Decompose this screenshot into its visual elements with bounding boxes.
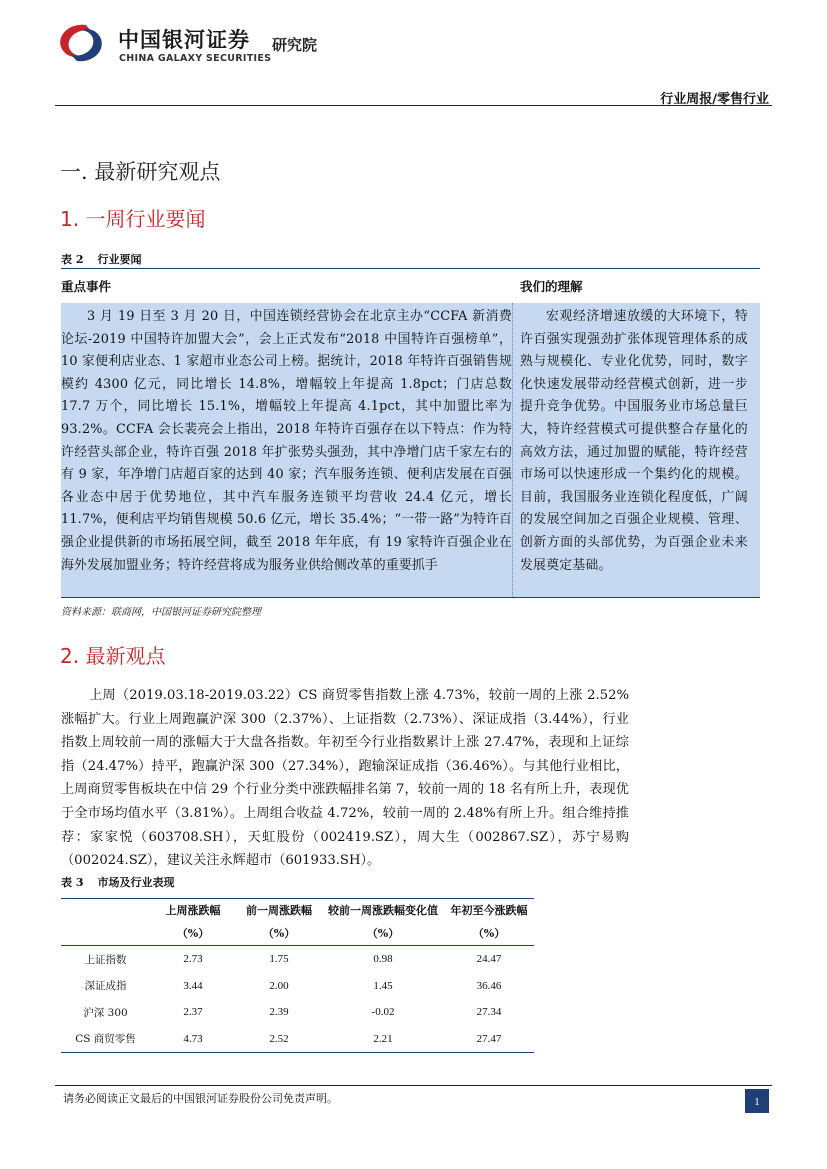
subsection-2-label: 最新观点 (85, 644, 166, 668)
table2-column-divider (512, 303, 513, 597)
table-cell: 2.73 (183, 953, 203, 966)
table3-header: 前一周涨跌幅 (236, 899, 322, 922)
table2-header (61, 268, 760, 304)
table-cell: 2.39 (269, 1006, 289, 1019)
table3-corner (61, 899, 150, 922)
table2-caption-title: 行业要闻 (97, 253, 142, 266)
row-label: 沪深 300 (83, 1006, 128, 1019)
row-label: CS 商贸零售 (61, 1026, 150, 1053)
table3-unit: （%） (150, 921, 236, 946)
page-number: 1 (745, 1089, 769, 1113)
subsection-2-title (60, 640, 165, 669)
table-row (61, 973, 534, 1000)
table3-header: 上周涨跌幅 (150, 899, 236, 922)
row-label: 上证指数 (84, 953, 127, 966)
table3-header: 较前一周涨跌幅变化值 (322, 899, 444, 922)
table-cell: 2.21 (322, 1026, 444, 1053)
table-cell: 27.47 (444, 1026, 534, 1053)
table2-caption-number: 表 2 (61, 253, 84, 266)
table-cell: 0.98 (373, 953, 393, 966)
table2-caption (61, 251, 155, 267)
table2-col-view: 我们的理解 (520, 279, 583, 294)
subsection-1-title (60, 203, 205, 232)
table2-view-text: 宏观经济增速放缓的大环境下，特许百强实现强劲扩张体现管理体系的成熟与规模化、专业化优势，同时，数字化快速发展带动经营模式创新，进一步提升竞争优势。中国服务业市场总量巨大，特许经营模式可提供整合存量化的高效方法，通过加盟的赋能，特许经营市场可以快速形成一个集约化的规模。目前，我国服务业连锁化程度低，广阔的发展空间加之百强企业规模、管理、创新方面的头部优势，为百强企业未来发展奠定基础。 (520, 309, 748, 573)
table-cell: -0.02 (371, 1006, 395, 1019)
table-cell: 36.46 (476, 979, 502, 992)
table3-unit: （%） (444, 921, 534, 946)
table3-caption-title: 市场及行业表现 (97, 876, 175, 889)
section-title: 一. 最新研究观点 (60, 160, 221, 184)
table2-body (61, 303, 760, 598)
table-row (61, 999, 534, 1026)
header-divider (55, 105, 772, 106)
table2-col-event: 重点事件 (61, 279, 112, 294)
table-cell: 24.47 (476, 953, 502, 966)
table3-unit: （%） (322, 921, 444, 946)
table2-source: 资料来源：联商网，中国银河证券研究院整理 (61, 607, 261, 618)
report-type: 行业周报/零售行业 (660, 92, 769, 107)
row-label: 深证成指 (84, 980, 127, 993)
galaxy-logo-icon (55, 22, 107, 64)
table2-event-text: 3 月 19 日至 3 月 20 日，中国连锁经营协会在北京主办“CCFA 新消费论坛-2019 中国特许加盟大会”，会上正式发布“2018 中国特许百强榜单”，10 家便利店业态、1 家超市业态公司上榜。据统计，2018 年特许百强销售规模约 4300 亿元，同比增长 14.8%，增幅较上年提高 1.8pct；门店总数 17.7 万个，同比增长 15.1%，增幅较上年提高 4.1pct，其中加盟比率为 93.2%。CCFA 会长裴亮会上指出，2018 年特许百强存在以下特点：作为特许经营头部企业，特许百强 2018 年扩张势头强劲，其中净增门店千家左右的有 9 家，年净增门店超百家的达到 40 家；汽车服务连锁、便利店发展在百强各业态中居于优势地位，其中汽车服务连锁平均营收 24.4 亿元，增长 11.7%，便利店平均销售规模 50.6 亿元，增长 35.4%；“一带一路”为特许百强企业提供新的市场拓展空间，截至 2018 年年底，有 19 家特许百强企业在海外发展加盟业务；特许经营将成为服务业供给侧改革的重要抓手 (61, 309, 512, 573)
table-row (61, 946, 534, 973)
table-cell: 3.44 (183, 979, 203, 992)
subsection-2-number: 2. (60, 644, 80, 668)
table-cell: 1.75 (269, 953, 289, 966)
table3-unit: （%） (236, 921, 322, 946)
table-cell: 4.73 (150, 1026, 236, 1053)
market-performance-table (61, 898, 534, 1053)
table3-corner (61, 921, 150, 946)
table-cell: 1.45 (373, 979, 393, 992)
footer-disclaimer: 请务必阅读正文最后的中国银河证券股份公司免责声明。 (63, 1092, 338, 1105)
subsection-1-label: 一周行业要闻 (85, 207, 206, 231)
table-cell: 2.52 (236, 1026, 322, 1053)
table3-header: 年初至今涨跌幅 (444, 899, 534, 922)
table-row (61, 1026, 534, 1053)
brand-subtitle: 研究院 (272, 36, 318, 54)
table-cell: 27.34 (476, 1006, 502, 1019)
table-cell: 2.00 (269, 979, 289, 992)
table3-caption-number: 表 3 (61, 876, 84, 889)
brand-name-en: CHINA GALAXY SECURITIES (119, 53, 272, 64)
footer-divider (55, 1085, 772, 1086)
brand-name-cn: 中国银河证券 (118, 28, 250, 52)
subsection-1-number: 1. (60, 207, 80, 231)
table-cell: 2.37 (183, 1006, 203, 1019)
body-paragraph: 上周（2019.03.18-2019.03.22）CS 商贸零售指数上涨 4.73%，较前一周的上涨 2.52%涨幅扩大。行业上周跑赢沪深 300（2.37%）、上证指数（2.73%）、深证成指（3.44%），行业指数上周较前一周的涨幅大于大盘各指数。年初至今行业指数累计上涨 27.47%，表现和上证综指（24.47%）持平，跑赢沪深 300（27.34%），跑输深证成指（36.46%）。与其他行业相比，上周商贸零售板块在中信 29 个行业分类中涨跌幅排名第 7，较前一周的 18 名有所上升，表现优于全市场均值水平（3.81%）。上周组合收益 4.72%，较前一周的 2.48%有所上升。组合维持推荐：家家悦（603708.SH），天虹股份（002419.SZ），周大生（002867.SZ），苏宁易购（002024.SZ），建议关注永辉超市（601933.SH）。 (61, 688, 629, 869)
table3-caption (61, 874, 188, 890)
